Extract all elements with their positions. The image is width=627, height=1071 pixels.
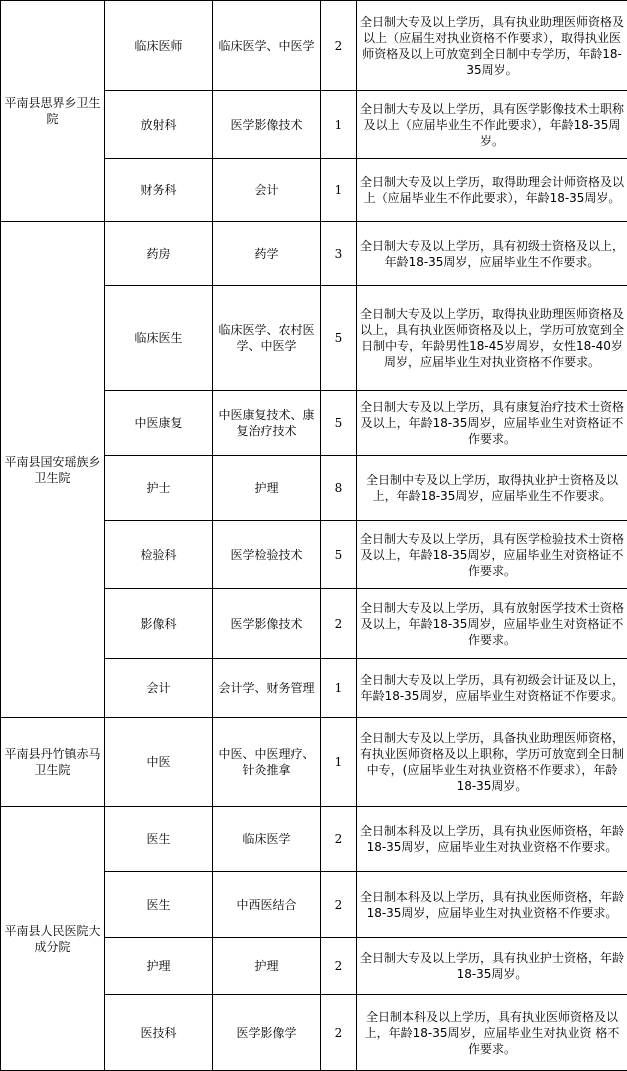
requirement: 全日制大专及以上学历，具有初级士资格及以上，年龄18-35周岁，应届毕业生不作要求。 (357, 222, 627, 286)
requirement: 全日制中专及以上学历，取得执业护士资格及以上，年龄18-35周岁，应届毕业生不作要求。 (357, 456, 627, 521)
post-name: 护士 (105, 456, 213, 521)
requirement: 全日制大专及以上学历，具有执业助理医师资格及以上（应届生对执业资格不作要求），取得执业医师资格及以上可放宽到全日制中专学历，年龄18-35周岁。 (357, 1, 627, 91)
post-name: 中医康复 (105, 391, 213, 456)
requirement: 全日制本科及以上学历，具有执业医师资格，年龄18-35周岁，应届毕业生对执业资格不作要求。 (357, 872, 627, 938)
major: 医学检验技术 (213, 521, 321, 589)
headcount: 2 (321, 938, 357, 995)
requirement: 全日制本科及以上学历，具有执业医师资格，年龄18-35周岁，应届毕业生对执业资格不作要求。 (357, 807, 627, 872)
headcount: 5 (321, 391, 357, 456)
major: 会计学、财务管理 (213, 659, 321, 718)
post-name: 临床医生 (105, 286, 213, 391)
requirement: 全日制大专及以上学历，具有放射医学技术士资格及以上，年龄18-35周岁，应届毕业生对资格证不作要求。 (357, 589, 627, 659)
requirement: 全日制大专及以上学历，取得执业助理医师资格及以上，具有执业医师资格及以上，学历可放宽到全日制中专，年龄男性18-45岁周岁，女性18-40岁周岁，应届毕业生对执业资格不作要求。 (357, 286, 627, 391)
requirement: 全日制大专及以上学历，取得助理会计师资格及以上（应届毕业生不作此要求），年龄18-35周岁。 (357, 159, 627, 222)
major: 护理 (213, 938, 321, 995)
headcount: 5 (321, 286, 357, 391)
major: 临床医学、农村医学、中医学 (213, 286, 321, 391)
major: 医学影像技术 (213, 589, 321, 659)
major: 医学影像学 (213, 995, 321, 1071)
table-row (1, 807, 627, 872)
major: 药学 (213, 222, 321, 286)
post-name: 会计 (105, 659, 213, 718)
major: 临床医学 (213, 807, 321, 872)
major: 医学影像技术 (213, 91, 321, 159)
post-name: 药房 (105, 222, 213, 286)
table-row (1, 718, 627, 807)
post-name: 中医 (105, 718, 213, 807)
headcount: 3 (321, 222, 357, 286)
headcount: 2 (321, 1, 357, 91)
headcount: 8 (321, 456, 357, 521)
post-name: 护理 (105, 938, 213, 995)
headcount: 2 (321, 995, 357, 1071)
requirement: 全日制大专及以上学历，具备执业助理医师资格，有执业医师资格及以上职称，学历可放宽到全日制中专，(应届毕业生对执业资格不作要求），年龄18-35周岁。 (357, 718, 627, 807)
unit-name: 平南县国安瑶族乡卫生院 (1, 222, 105, 718)
post-name: 医技科 (105, 995, 213, 1071)
requirement: 全日制大专及以上学历，具有执业护士资格，年龄18-35周岁。 (357, 938, 627, 995)
headcount: 1 (321, 159, 357, 222)
headcount: 2 (321, 807, 357, 872)
major: 中西医结合 (213, 872, 321, 938)
post-name: 临床医师 (105, 1, 213, 91)
headcount: 2 (321, 589, 357, 659)
requirement: 全日制大专及以上学历，具有医学检验技术士资格及以上，年龄18-35周岁，应届毕业生对资格证不作要求。 (357, 521, 627, 589)
post-name: 放射科 (105, 91, 213, 159)
headcount: 5 (321, 521, 357, 589)
post-name: 医生 (105, 807, 213, 872)
headcount: 1 (321, 659, 357, 718)
headcount: 1 (321, 91, 357, 159)
post-name: 影像科 (105, 589, 213, 659)
table-row (1, 222, 627, 286)
major: 中医康复技术、康复治疗技术 (213, 391, 321, 456)
requirement: 全日制大专及以上学历，具有康复治疗技术士资格及以上，年龄18-35周岁，应届毕业生对资格证不作要求。 (357, 391, 627, 456)
major: 护理 (213, 456, 321, 521)
major: 临床医学、中医学 (213, 1, 321, 91)
requirement: 全日制大专及以上学历，具有初级会计证及以上，年龄18-35周岁，应届毕业生对资格证不作要求。 (357, 659, 627, 718)
unit-name: 平南县思界乡卫生院 (1, 1, 105, 222)
requirement: 全日制大专及以上学历，具有医学影像技术士职称及以上（应届毕业生不作此要求），年龄18-35周岁。 (357, 91, 627, 159)
headcount: 2 (321, 872, 357, 938)
unit-name: 平南县丹竹镇赤马卫生院 (1, 718, 105, 807)
major: 中医、中医理疗、针灸推拿 (213, 718, 321, 807)
unit-name: 平南县人民医院大成分院 (1, 807, 105, 1071)
headcount: 1 (321, 718, 357, 807)
post-name: 财务科 (105, 159, 213, 222)
major: 会计 (213, 159, 321, 222)
requirement: 全日制本科及以上学历，具有执业医师资格及以上，年龄18-35周岁，应届毕业生对执业资 格不作要求。 (357, 995, 627, 1071)
table-row (1, 1, 627, 91)
post-name: 医生 (105, 872, 213, 938)
post-name: 检验科 (105, 521, 213, 589)
